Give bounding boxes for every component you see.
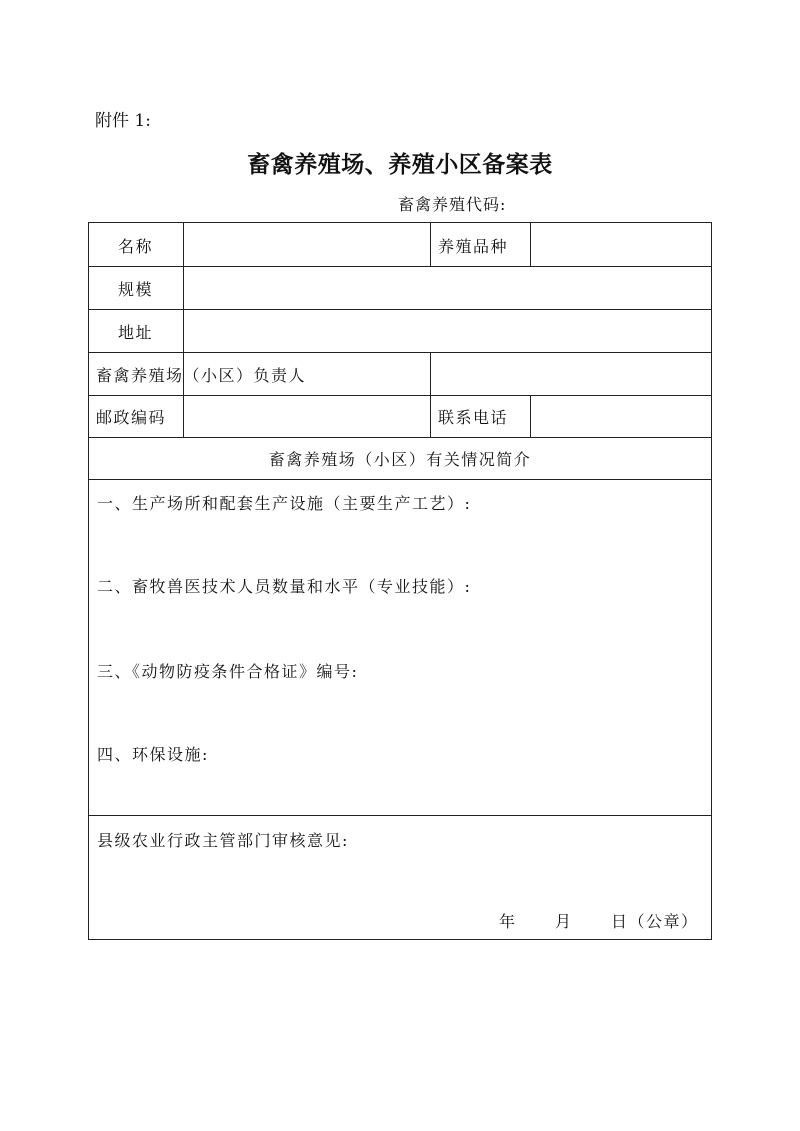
row-divider	[89, 437, 711, 438]
column-divider	[530, 223, 531, 266]
owner-field[interactable]	[432, 354, 710, 394]
breed-field[interactable]	[532, 225, 710, 265]
review-label: 县级农业行政主管部门审核意见:	[97, 831, 349, 850]
section-environment: 四、环保设施:	[97, 745, 209, 764]
name-field[interactable]	[185, 225, 428, 265]
address-label: 地址	[118, 323, 154, 342]
column-divider	[183, 395, 184, 437]
postcode-field[interactable]	[185, 397, 428, 436]
name-label: 名称	[118, 237, 154, 256]
page-title: 畜禽养殖场、养殖小区备案表	[247, 151, 553, 178]
date-day-seal: 日（公章）	[611, 912, 699, 931]
phone-label: 联系电话	[438, 408, 509, 427]
column-divider	[430, 352, 431, 437]
date-year: 年	[499, 912, 517, 931]
breed-label: 养殖品种	[438, 237, 509, 256]
intro-header: 畜禽养殖场（小区）有关情况简介	[268, 450, 532, 469]
owner-label: 畜禽养殖场（小区）负责人	[96, 366, 307, 385]
code-label: 畜禽养殖代码:	[398, 195, 507, 214]
section-technicians: 二、畜牧兽医技术人员数量和水平（专业技能）:	[97, 577, 472, 596]
registration-form	[88, 222, 712, 940]
column-divider	[430, 223, 431, 266]
phone-field[interactable]	[532, 397, 710, 436]
scale-label: 规模	[118, 280, 154, 299]
row-divider	[89, 479, 711, 480]
row-divider	[89, 815, 711, 816]
attachment-label: 附件 1:	[95, 111, 151, 131]
scale-field[interactable]	[185, 268, 710, 308]
column-divider	[530, 395, 531, 437]
address-field[interactable]	[185, 311, 710, 351]
section-certificate: 三、《动物防疫条件合格证》编号:	[97, 662, 359, 681]
date-month: 月	[555, 912, 573, 931]
section-facilities: 一、生产场所和配套生产设施（主要生产工艺）:	[97, 494, 472, 513]
postcode-label: 邮政编码	[96, 408, 167, 427]
